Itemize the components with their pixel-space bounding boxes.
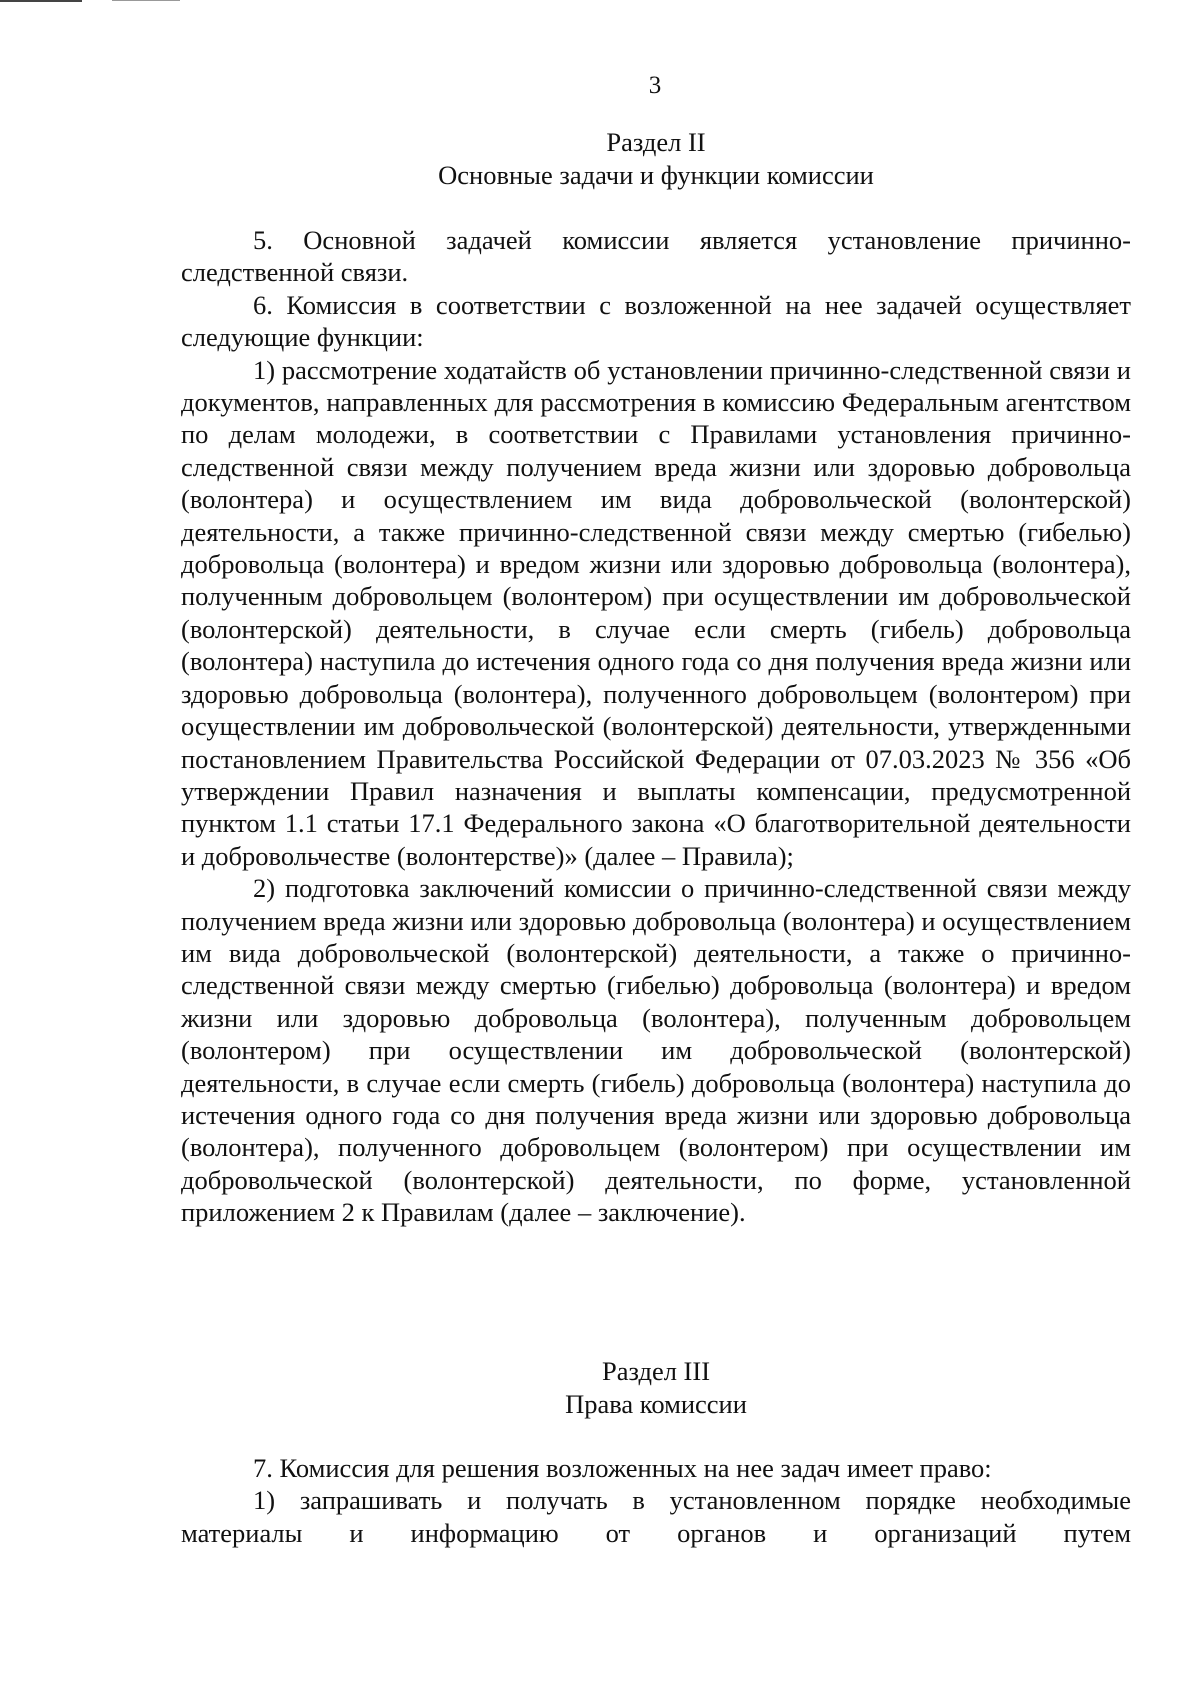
paragraph-7: 7. Комиссия для решения возложенных на нее задач имеет право: (253, 1453, 992, 1483)
scan-edge-mark (0, 0, 82, 2)
section-3-body (181, 1452, 1131, 1549)
paragraph-6: 6. Комиссия в соответствии с возложенной на нее задачей осуществляет следующие функции: (181, 289, 1131, 353)
section-3-heading (181, 1355, 1131, 1421)
paragraph-6-item-2: 2) подготовка заключений комиссии о причинно-следственной связи между получением вреда жизни или здоровью добровольца (волонтера) и осуществлением им вида добровольческой (волонтерской) деятельности, а также о причинно-следственной связи между смертью (гибелью) добровольца (волонтера) и вредом жизни или здоровью добровольца (волонтера), полученным добровольцем (волонтером) при осуществлении им добровольческой (волонтерской) деятельности, в случае если смерть (гибель) добровольца (волонтера) наступила до истечения одного года со дня получения вреда жизни или здоровью добровольца (волонтера), полученного добровольцем (волонтером) при осуществлении им добровольческой (волонтерской) деятельности, по форме, установленной приложением 2 к Правилам (далее – заключение). (181, 873, 1131, 1228)
paragraph-7-item-1: 1) запрашивать и получать в установленном порядке необходимые материалы и информацию от органов и организаций путем (181, 1485, 1131, 1548)
page-number: 3 (648, 72, 662, 99)
paragraph-5: 5. Основной задачей комиссии является установление причинно-следственной связи. (181, 225, 1131, 288)
section-2-heading (181, 126, 1131, 192)
paragraph-6-item-1: 1) рассмотрение ходатайств об установлении причинно-следственной связи и документов, направленных для рассмотрения в комиссию Федеральным агентством по делам молодежи, в соответствии с Правилами установления причинно-следственной связи между получением вреда жизни или здоровью добровольца (волонтера) и осуществлением им вида добровольческой (волонтерской) деятельности, а также причинно-следственной связи между смертью (гибелью) добровольца (волонтера) и вредом жизни или здоровью добровольца (волонтера), полученным добровольцем (волонтером) при осуществлении им добровольческой (волонтерской) деятельности, в случае если смерть (гибель) добровольца (волонтера) наступила до истечения одного года со дня получения вреда жизни или здоровью добровольца (волонтера), полученного добровольцем (волонтером) при осуществлении им добровольческой (волонтерской) деятельности, утвержденными постановлением Правительства Российской Федерации от 07.03.2023 № 356 «Об утверждении Правил назначения и выплаты компенсации, предусмотренной пунктом 1.1 статьи 17.1 Федерального закона «О благотворительной деятельности и добровольчестве (волонтерстве)» (далее – Правила); (181, 354, 1131, 871)
section-2-subtitle: Основные задачи и функции комиссии (438, 160, 874, 190)
section-3-title: Раздел III (601, 1356, 711, 1386)
section-2-body (181, 224, 1131, 1229)
section-2-title: Раздел II (606, 127, 706, 157)
section-3-subtitle: Права комиссии (565, 1389, 747, 1419)
scan-edge-mark (112, 0, 180, 1)
